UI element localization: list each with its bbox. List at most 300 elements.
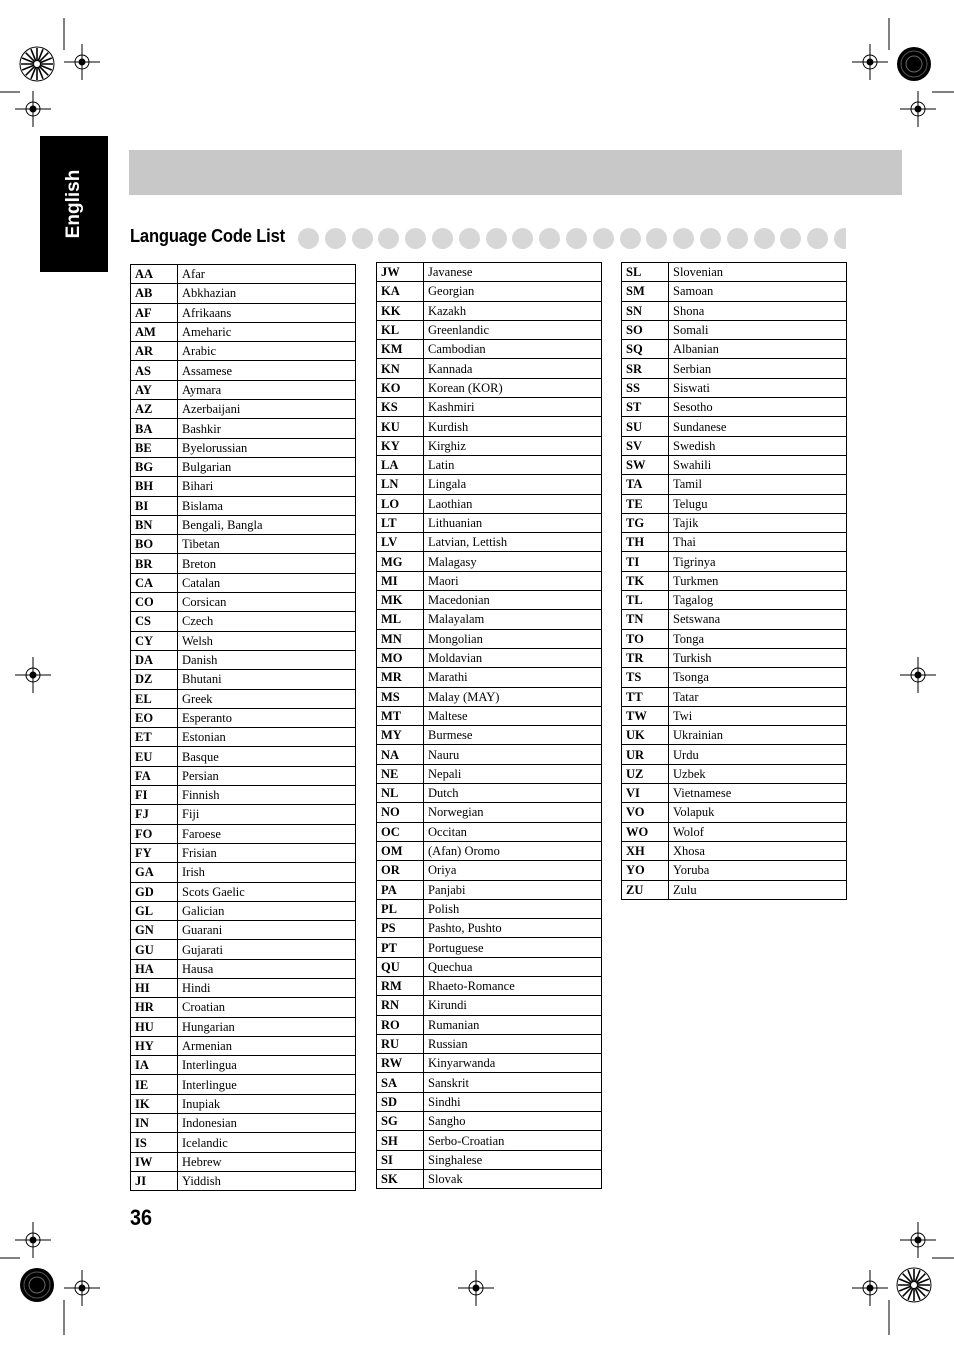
language-name: Finnish [178, 786, 356, 805]
table-row [131, 322, 356, 341]
language-name: Yiddish [178, 1171, 356, 1190]
title-dot [620, 228, 641, 249]
language-name: Volapuk [669, 803, 847, 822]
language-code: QU [377, 957, 424, 976]
language-code: EU [131, 747, 178, 766]
table-row [131, 515, 356, 534]
language-code: ET [131, 728, 178, 747]
language-code: TA [622, 475, 669, 494]
language-name: Tsonga [669, 668, 847, 687]
language-name: Panjabi [424, 880, 602, 899]
language-name: Byelorussian [178, 438, 356, 457]
language-name: Galician [178, 901, 356, 920]
language-name: Bislama [178, 496, 356, 515]
table-row [622, 301, 847, 320]
table-row [131, 747, 356, 766]
table-row [377, 417, 602, 436]
language-name: Afar [178, 265, 356, 284]
language-name: Oriya [424, 861, 602, 880]
title-dot [673, 228, 694, 249]
table-row [131, 882, 356, 901]
language-code: LT [377, 513, 424, 532]
table-row [131, 631, 356, 650]
language-code: NE [377, 764, 424, 783]
language-code: IS [131, 1133, 178, 1152]
table-row [377, 957, 602, 976]
language-name: Afrikaans [178, 303, 356, 322]
table-row [377, 455, 602, 474]
language-code: CO [131, 593, 178, 612]
language-code: BG [131, 457, 178, 476]
language-name: Cambodian [424, 340, 602, 359]
table-row [131, 843, 356, 862]
language-code: VI [622, 784, 669, 803]
language-code: SG [377, 1112, 424, 1131]
language-code: SS [622, 378, 669, 397]
language-name: Polish [424, 899, 602, 918]
title-dot [807, 228, 828, 249]
table-row [622, 417, 847, 436]
language-code: TH [622, 533, 669, 552]
language-name: Kannada [424, 359, 602, 378]
language-code: GA [131, 863, 178, 882]
language-code: BH [131, 477, 178, 496]
language-name: Kashmiri [424, 398, 602, 417]
language-code: GN [131, 921, 178, 940]
language-name: Shona [669, 301, 847, 320]
table-row [131, 419, 356, 438]
language-name: Hindi [178, 978, 356, 997]
language-name: Serbian [669, 359, 847, 378]
language-name: Interlingua [178, 1056, 356, 1075]
language-name: Yoruba [669, 861, 847, 880]
table-row [131, 535, 356, 554]
language-name: Sesotho [669, 398, 847, 417]
language-name: Bengali, Bangla [178, 515, 356, 534]
title-dot [298, 228, 319, 249]
table-row [622, 475, 847, 494]
table-row [377, 282, 602, 301]
language-code: ML [377, 610, 424, 629]
table-row [377, 610, 602, 629]
table-row [377, 976, 602, 995]
language-code: EL [131, 689, 178, 708]
language-code: BR [131, 554, 178, 573]
language-name: Singhalese [424, 1150, 602, 1169]
language-name: Korean (KOR) [424, 378, 602, 397]
language-code: SO [622, 320, 669, 339]
table-row [622, 398, 847, 417]
language-name: Bulgarian [178, 457, 356, 476]
language-name: Somali [669, 320, 847, 339]
language-name: Hungarian [178, 1017, 356, 1036]
language-name: Serbo-Croatian [424, 1131, 602, 1150]
table-row [377, 726, 602, 745]
table-row [131, 361, 356, 380]
language-code: MK [377, 591, 424, 610]
table-row [377, 378, 602, 397]
language-name: Kinyarwanda [424, 1054, 602, 1073]
side-tab-label: English [63, 169, 84, 239]
language-name: Rumanian [424, 1015, 602, 1034]
language-name: Maori [424, 571, 602, 590]
language-side-tab [40, 136, 108, 272]
table-row [377, 494, 602, 513]
language-name: Icelandic [178, 1133, 356, 1152]
table-row [131, 554, 356, 573]
language-name: Inupiak [178, 1094, 356, 1113]
table-row [377, 861, 602, 880]
table-row [131, 805, 356, 824]
table-row [622, 533, 847, 552]
language-code: MO [377, 648, 424, 667]
table-row [622, 494, 847, 513]
title-dot [512, 228, 533, 249]
language-name: Corsican [178, 593, 356, 612]
language-code: FO [131, 824, 178, 843]
language-name: Nepali [424, 764, 602, 783]
table-row [131, 303, 356, 322]
table-row [622, 648, 847, 667]
language-name: Nauru [424, 745, 602, 764]
language-name: Croatian [178, 998, 356, 1017]
language-code: AS [131, 361, 178, 380]
table-row [622, 861, 847, 880]
language-code: IW [131, 1152, 178, 1171]
language-code: BA [131, 419, 178, 438]
table-row [131, 1056, 356, 1075]
table-row [131, 1075, 356, 1094]
language-name: Tibetan [178, 535, 356, 554]
table-row [131, 1114, 356, 1133]
table-row [131, 670, 356, 689]
language-code: FI [131, 786, 178, 805]
language-code: HY [131, 1036, 178, 1055]
language-name: Siswati [669, 378, 847, 397]
language-name: Laothian [424, 494, 602, 513]
table-row [622, 629, 847, 648]
language-name: Pashto, Pushto [424, 919, 602, 938]
table-row [622, 745, 847, 764]
language-code: SH [377, 1131, 424, 1150]
language-code: IK [131, 1094, 178, 1113]
language-code: OM [377, 841, 424, 860]
table-row [622, 282, 847, 301]
table-row [622, 803, 847, 822]
table-row [377, 591, 602, 610]
title-dot-rule [298, 228, 846, 250]
table-row [131, 901, 356, 920]
language-code: TS [622, 668, 669, 687]
table-row [377, 996, 602, 1015]
table-row [377, 822, 602, 841]
language-code: SD [377, 1092, 424, 1111]
language-code: MG [377, 552, 424, 571]
language-name: Norwegian [424, 803, 602, 822]
table-row [131, 921, 356, 940]
language-code: JI [131, 1171, 178, 1190]
language-name: Lingala [424, 475, 602, 494]
language-code: TO [622, 629, 669, 648]
header-band [129, 150, 902, 195]
table-row [377, 533, 602, 552]
language-name: Kirghiz [424, 436, 602, 455]
language-name: Scots Gaelic [178, 882, 356, 901]
table-row [377, 1034, 602, 1053]
language-code: FY [131, 843, 178, 862]
table-row [131, 496, 356, 515]
language-code: AY [131, 380, 178, 399]
language-code: BI [131, 496, 178, 515]
language-name: Occitan [424, 822, 602, 841]
title-dot [754, 228, 775, 249]
table-row [131, 400, 356, 419]
language-code: MY [377, 726, 424, 745]
language-name: Sundanese [669, 417, 847, 436]
language-code: GU [131, 940, 178, 959]
language-code: TL [622, 591, 669, 610]
table-row [622, 687, 847, 706]
table-row [622, 706, 847, 725]
language-code: KN [377, 359, 424, 378]
table-row [131, 786, 356, 805]
language-code: DA [131, 650, 178, 669]
language-name: Abkhazian [178, 284, 356, 303]
language-name: Bhutani [178, 670, 356, 689]
language-code: OR [377, 861, 424, 880]
table-row [377, 552, 602, 571]
table-row [131, 708, 356, 727]
table-row [377, 1169, 602, 1188]
language-code: UK [622, 726, 669, 745]
language-name: Gujarati [178, 940, 356, 959]
table-row [377, 938, 602, 957]
table-row [622, 571, 847, 590]
language-name: Azerbaijani [178, 400, 356, 419]
language-name: Ukrainian [669, 726, 847, 745]
language-name: Welsh [178, 631, 356, 650]
language-code: LV [377, 533, 424, 552]
language-code: MR [377, 668, 424, 687]
table-row [131, 380, 356, 399]
language-code: TR [622, 648, 669, 667]
table-row [622, 320, 847, 339]
language-code: KO [377, 378, 424, 397]
title-dot [405, 228, 426, 249]
language-code: HI [131, 978, 178, 997]
language-name: Slovenian [669, 263, 847, 282]
table-row [622, 436, 847, 455]
language-code: MT [377, 706, 424, 725]
language-name: Latin [424, 455, 602, 474]
language-code: PS [377, 919, 424, 938]
language-code: NL [377, 784, 424, 803]
language-code: KA [377, 282, 424, 301]
table-row [131, 593, 356, 612]
language-name: Guarani [178, 921, 356, 940]
table-row [377, 687, 602, 706]
title-dot [727, 228, 748, 249]
table-row [377, 398, 602, 417]
language-code-table-3 [621, 262, 847, 900]
language-name: Samoan [669, 282, 847, 301]
language-code: SU [622, 417, 669, 436]
table-row [377, 648, 602, 667]
language-code: FJ [131, 805, 178, 824]
language-code: SQ [622, 340, 669, 359]
language-code: HU [131, 1017, 178, 1036]
language-code: KL [377, 320, 424, 339]
title-dot [780, 228, 801, 249]
table-row [377, 629, 602, 648]
table-row [377, 359, 602, 378]
language-code: MS [377, 687, 424, 706]
language-code: SA [377, 1073, 424, 1092]
language-code: LN [377, 475, 424, 494]
table-row [131, 766, 356, 785]
language-name: (Afan) Oromo [424, 841, 602, 860]
table-row [622, 591, 847, 610]
language-name: Latvian, Lettish [424, 533, 602, 552]
language-code: AA [131, 265, 178, 284]
table-row [131, 342, 356, 361]
table-row [131, 998, 356, 1017]
language-name: Moldavian [424, 648, 602, 667]
language-code: LA [377, 455, 424, 474]
language-code: RO [377, 1015, 424, 1034]
language-name: Aymara [178, 380, 356, 399]
table-row [131, 1152, 356, 1171]
language-name: Faroese [178, 824, 356, 843]
table-row [131, 824, 356, 843]
language-code: UR [622, 745, 669, 764]
language-name: Swahili [669, 455, 847, 474]
table-row [377, 745, 602, 764]
language-code: IE [131, 1075, 178, 1094]
table-row [377, 1015, 602, 1034]
language-code: PA [377, 880, 424, 899]
language-name: Tatar [669, 687, 847, 706]
language-code: SW [622, 455, 669, 474]
language-code: CY [131, 631, 178, 650]
language-code: TI [622, 552, 669, 571]
table-row [131, 978, 356, 997]
language-name: Malay (MAY) [424, 687, 602, 706]
language-code: BE [131, 438, 178, 457]
language-code: NO [377, 803, 424, 822]
table-row [622, 513, 847, 532]
language-code: AB [131, 284, 178, 303]
table-row [131, 728, 356, 747]
language-name: Xhosa [669, 841, 847, 860]
language-name: Hebrew [178, 1152, 356, 1171]
language-code: IN [131, 1114, 178, 1133]
language-name: Quechua [424, 957, 602, 976]
language-code: KM [377, 340, 424, 359]
title-dot [432, 228, 453, 249]
table-row [622, 784, 847, 803]
language-name: Estonian [178, 728, 356, 747]
language-name: Bihari [178, 477, 356, 496]
language-code: SL [622, 263, 669, 282]
table-row [131, 477, 356, 496]
table-row [377, 764, 602, 783]
title-dot [834, 228, 846, 249]
language-code: UZ [622, 764, 669, 783]
language-name: Basque [178, 747, 356, 766]
table-row [377, 513, 602, 532]
language-name: Malagasy [424, 552, 602, 571]
language-code: SN [622, 301, 669, 320]
language-code: RN [377, 996, 424, 1015]
language-name: Zulu [669, 880, 847, 899]
table-row [131, 1133, 356, 1152]
language-code: MN [377, 629, 424, 648]
language-code: YO [622, 861, 669, 880]
language-name: Twi [669, 706, 847, 725]
table-row [377, 706, 602, 725]
language-name: Burmese [424, 726, 602, 745]
table-row [622, 764, 847, 783]
language-name: Telugu [669, 494, 847, 513]
language-code: BO [131, 535, 178, 554]
table-row [377, 899, 602, 918]
language-code: TT [622, 687, 669, 706]
language-code: KK [377, 301, 424, 320]
language-code: RW [377, 1054, 424, 1073]
language-name: Tagalog [669, 591, 847, 610]
language-name: Tajik [669, 513, 847, 532]
language-name: Kirundi [424, 996, 602, 1015]
language-code: AR [131, 342, 178, 361]
language-code: VO [622, 803, 669, 822]
language-name: Vietnamese [669, 784, 847, 803]
language-code: SR [622, 359, 669, 378]
title-dot [325, 228, 346, 249]
language-name: Assamese [178, 361, 356, 380]
language-name: Mongolian [424, 629, 602, 648]
language-code: TK [622, 571, 669, 590]
language-name: Kazakh [424, 301, 602, 320]
title-dot [539, 228, 560, 249]
language-name: Czech [178, 612, 356, 631]
table-row [377, 1150, 602, 1169]
language-code: PL [377, 899, 424, 918]
language-code: GD [131, 882, 178, 901]
language-name: Greenlandic [424, 320, 602, 339]
title-dot [352, 228, 373, 249]
language-code: GL [131, 901, 178, 920]
language-name: Persian [178, 766, 356, 785]
table-row [131, 1094, 356, 1113]
language-code: ZU [622, 880, 669, 899]
language-code: RM [377, 976, 424, 995]
title-dot [700, 228, 721, 249]
language-code: LO [377, 494, 424, 513]
language-code: KS [377, 398, 424, 417]
table-row [377, 320, 602, 339]
language-code: SI [377, 1150, 424, 1169]
language-code: PT [377, 938, 424, 957]
table-row [131, 1171, 356, 1190]
language-code: SK [377, 1169, 424, 1188]
table-row [377, 919, 602, 938]
language-name: Portuguese [424, 938, 602, 957]
language-code: OC [377, 822, 424, 841]
table-row [377, 803, 602, 822]
language-code: KY [377, 436, 424, 455]
table-row [377, 1073, 602, 1092]
